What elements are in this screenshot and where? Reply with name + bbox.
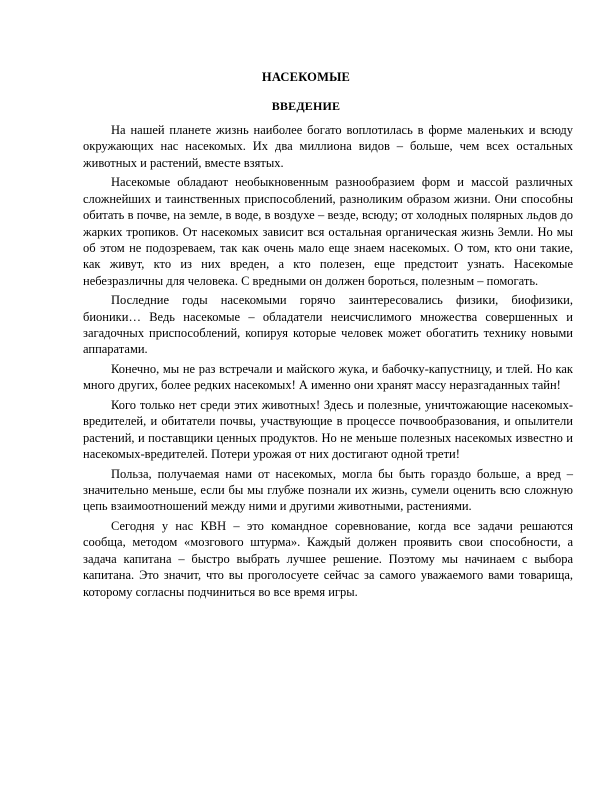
paragraph: Последние годы насекомыми горячо заинтересовались физики, биофизики, бионики… Ведь насекомые – обладатели неисчислимого множества совершенных и загадочных приспособлений, копируя которые человек может обогатить технику новыми аппаратами. — [83, 293, 573, 357]
paragraph: На нашей планете жизнь наиболее богато воплотилась в форме маленьких и всюду окружающих нас насекомых. Их два миллиона видов – больше, чем всех остальных животных и растений, вместе взятых. — [83, 123, 573, 170]
paragraph: Конечно, мы не раз встречали и майского жука, и бабочку-капустницу, и тлей. Но как много других, более редких насекомых! А именно они хранят массу неразгаданных тайн! — [83, 361, 573, 393]
section-heading: ВВЕДЕНИЕ — [271, 99, 341, 113]
paragraph: Сегодня у нас КВН – это командное соревнование, когда все задачи решаются сообща, методом «мозгового штурма». Каждый должен проявить свои способности, а задача капитана – быстро выбрать лучшее решение. Поэтому мы начинаем с выбора капитана. Это значит, что вы проголосуете сейчас за самого уважаемого вами товарища, которому согласны подчиниться во все время игры. — [83, 518, 573, 599]
page-title: НАСЕКОМЫЕ — [261, 70, 351, 84]
paragraph: Польза, получаемая нами от насекомых, могла бы быть гораздо больше, а вред – значительно меньше, если бы мы глубже познали их жизнь, сумели оценить всю сложную цепь взаимоотношений между ними и другими животными, растениями. — [83, 466, 573, 514]
paragraph: Кого только нет среди этих животных! Здесь и полезные, уничтожающие насекомых-вредителей, и обитатели почвы, участвующие в процессе почвообразования, и опылители растений, и поставщики ценных продуктов. Но не меньше полезных насекомых известно и насекомых-вредителей. Потери урожая от них достигают одной трети! — [83, 397, 573, 462]
body-text — [83, 122, 573, 603]
paragraph: Насекомые обладают необыкновенным разнообразием форм и массой различных сложнейших и таинственных приспособлений, разноликим образом жизни. Они способны обитать в почве, на земле, в воде, в воздухе – везде, всюду; от холодных полярных льдов до жарких тропиков. От насекомых зависит вся остальная органическая жизнь Земли. Но мы об этом не подозреваем, так как очень мало еще знаем насекомых. О том, кто они такие, как живут, кто из них вреден, а кто полезен, еще предстоит узнать. Насекомые небезразличны для человека. С вредными он должен бороться, полезным – помогать. — [83, 175, 573, 288]
